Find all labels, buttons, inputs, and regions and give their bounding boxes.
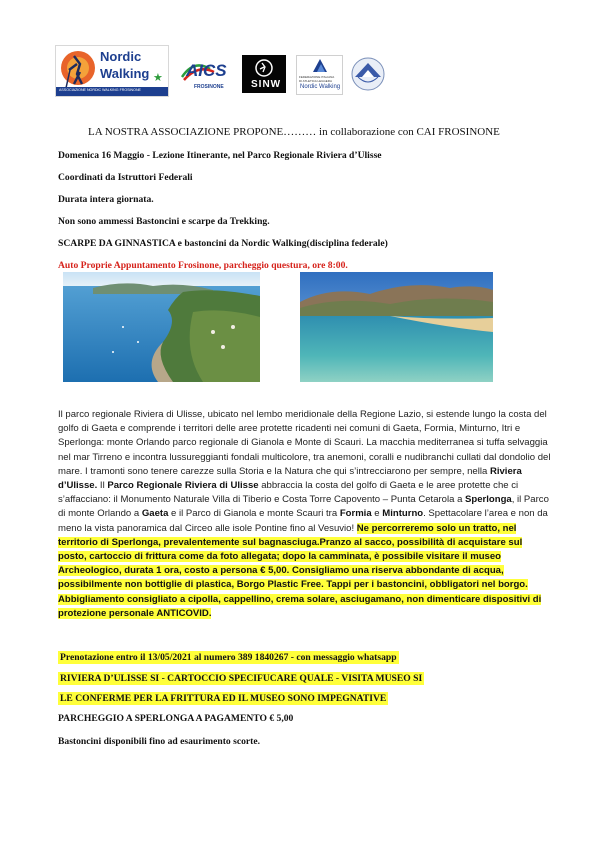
coast-photo	[63, 272, 260, 382]
booking-line: Prenotazione entro il 13/05/2021 al numero 389 1840267 - con messaggio whatsapp	[60, 652, 397, 663]
shoes-line: SCARPE DA GINNASTICA e bastoncini da Nordic Walking(disciplina federale)	[58, 238, 388, 249]
minturno-bold: Minturno	[382, 508, 424, 520]
nordic-title: Nordic	[100, 49, 142, 64]
walking-title: Walking	[100, 66, 150, 81]
no-trekking-line: Non sono ammessi Bastoncini e scarpe da Trekking.	[58, 216, 270, 227]
fidal-title: Nordic Walking	[300, 84, 341, 90]
sperlonga-bold: Sperlonga	[465, 494, 512, 506]
meeting-line: Auto Proprie Appuntamento Frosinone, parcheggio questura, ore 8:00.	[58, 260, 348, 271]
cai-logo	[348, 55, 388, 93]
parco-bold: Parco Regionale Riviera di Ulisse	[107, 480, 259, 492]
route-highlight: Ne percorreremo solo un tratto, nel territorio di Sperlonga, prevalentemente sul bagnasciuga.Pranzo al sacco, possibilità di acquistare sul posto, cartoccio di frittura come da foto allegata; dopo la camminata, è possibile visitare il museo Archeologico, durata 1 ora, costo a persona € 5,00. Consigliamo una riserva abbondante di acqua, possibilmente non bottiglie di plastica, Borgo Plastic Free. Tappi per i bastoncini, obbligatori nel borgo.	[58, 522, 528, 591]
description-text-5: e il Parco di Gianola e monte Scauri tra	[168, 508, 340, 520]
aics-logo	[180, 55, 234, 93]
nordic-tagline: ASSOCIAZIONE NORDIC WALKING FROSINONE	[59, 88, 141, 92]
duration-line: Durata intera giornata.	[58, 194, 154, 205]
sinw-logo	[242, 55, 286, 93]
description-paragraph	[58, 408, 552, 621]
fidal-line2: DI ATLETICA LEGGERA	[299, 79, 332, 83]
formia-bold: Formia	[339, 508, 372, 520]
beach-photo	[300, 272, 493, 382]
gaeta-bold: Gaeta	[141, 508, 169, 520]
description-text-2: Il	[97, 480, 108, 492]
sinw-title: SINW	[251, 79, 282, 90]
poles-line: Bastoncini disponibili fino ad esaurimento scorte.	[58, 736, 261, 747]
fidal-line1: FEDERAZIONE ITALIANA	[299, 75, 335, 79]
aics-subtitle: FROSINONE	[194, 84, 224, 90]
instructors-line: Coordinati da Istruttori Federali	[58, 172, 193, 183]
parking-line: PARCHEGGIO A SPERLONGA A PAGAMENTO € 5,00	[58, 713, 294, 724]
star-icon: ★	[153, 72, 163, 84]
description-text-1: Il parco regionale Riviera di Ulisse, ubicato nel lembo meridionale della Regione Lazio, si estende lungo la costa del golfo di Gaeta e comprende i territori delle aree protette ricadenti nei comuni di Gaeta, Formia, Minturno, Itri e Sperlonga: monte Orlando parco regionale di Gianola e Monte di Scauri. La macchia mediterranea si tuffa selvaggia nel mar Tirreno e incontra lussureggianti fondali multicolore, tra anemoni, coralli e nudibranchi cullati dal dondolio del mare. I tramonti sono tenere carezze sulla Storia e la Natura che qui s’intrecciarono per sempre, nella	[58, 409, 551, 477]
riviera-bold: Riviera d’Ulisse.	[58, 465, 522, 492]
fidal-logo	[296, 55, 343, 95]
event-date-line: Domenica 16 Maggio - Lezione Itinerante, nel Parco Regionale Riviera d’Ulisse	[58, 150, 382, 161]
description-text-7: . Spettacolare l’area e non da meno la vista panoramica dal Circeo alle isole Pontine fino al Vesuvio!	[58, 508, 548, 534]
description-text-6: e	[371, 508, 383, 520]
riviera-options-line: RIVIERA D’ULISSE SI - CARTOCCIO SPECIFUCARE QUALE - VISITA MUSEO SI	[60, 673, 423, 684]
description-text-4: , il Parco di monte Orlando a	[58, 494, 549, 520]
nordic-walking-logo	[55, 45, 169, 97]
intro-line: LA NOSTRA ASSOCIAZIONE PROPONE……… in collaborazione con CAI FROSINONE	[88, 126, 500, 138]
description-text-3: abbraccia la costa del golfo di Gaeta e le aree protette che ci s’affacciano: il Monumento Naturale Villa di Tiberio e Costa Torre Capovento – Punta Cetarola a	[58, 480, 519, 506]
confirmation-line: LE CONFERME PER LA FRITTURA ED IL MUSEO SONO IMPEGNATIVE	[60, 693, 387, 704]
aics-title: AICS	[186, 61, 227, 80]
clothing-highlight: Abbigliamento consigliato a cipolla, cappellino, crema solare, asciugamano, non dimenticare dispositivi di protezione personale ANTICOVID.	[58, 593, 542, 619]
